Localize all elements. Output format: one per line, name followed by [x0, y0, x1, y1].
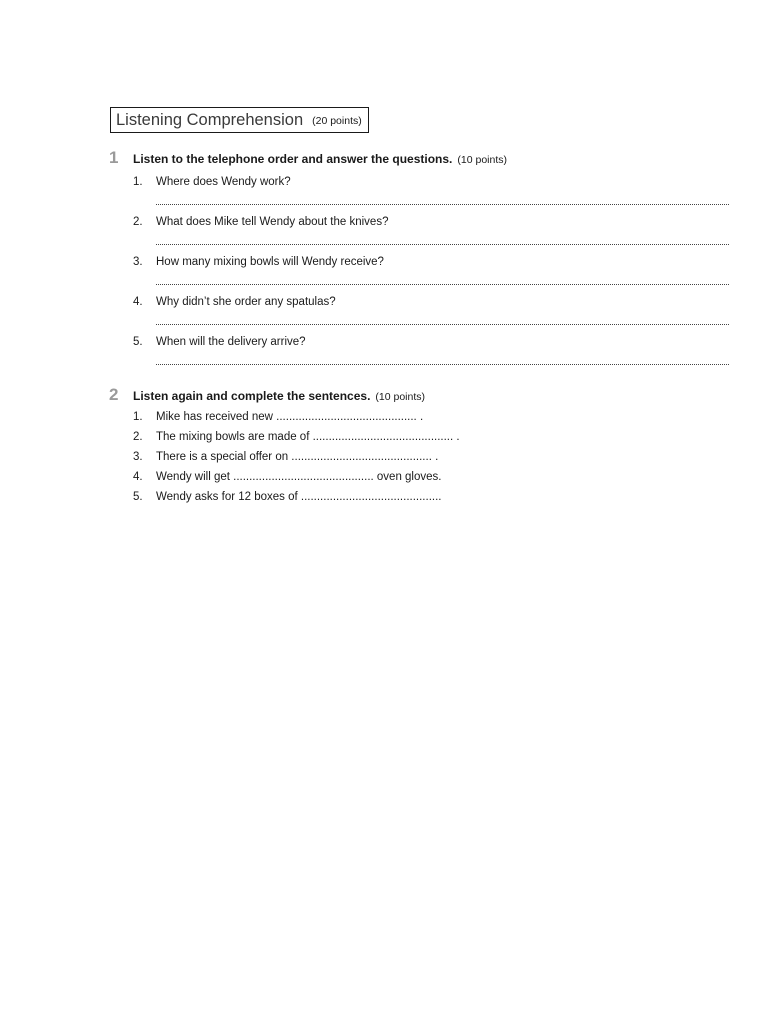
- question-number: 2.: [133, 216, 143, 228]
- instruction-text: Listen to the telephone order and answer the questions.: [133, 152, 453, 166]
- exercise-instruction: [133, 389, 425, 403]
- sentence-text[interactable]: Wendy will get ............................................ oven gloves.: [156, 471, 442, 483]
- sentence-text[interactable]: There is a special offer on ............................................ .: [156, 451, 439, 463]
- question-number: 3.: [133, 256, 143, 268]
- section-title-box: [110, 107, 369, 133]
- sentence-item: [109, 451, 739, 471]
- exercise-1: [109, 148, 739, 376]
- question-item: [109, 256, 739, 296]
- sentence-text[interactable]: The mixing bowls are made of ............................................ .: [156, 431, 460, 443]
- answer-line[interactable]: [156, 310, 729, 325]
- page-title: Listening Comprehension: [116, 110, 304, 129]
- question-item: [109, 216, 739, 256]
- exercise-points: (10 points): [375, 391, 426, 403]
- answer-line[interactable]: [156, 350, 729, 365]
- question-text: Why didn’t she order any spatulas?: [156, 296, 336, 308]
- sentence-text[interactable]: Mike has received new ............................................ .: [156, 411, 424, 423]
- question-number: 4.: [133, 296, 143, 308]
- instruction-text: Listen again and complete the sentences.: [133, 389, 371, 403]
- question-item: [109, 336, 739, 376]
- sentence-number: 3.: [133, 451, 143, 463]
- exercise-1-header: [109, 148, 739, 172]
- question-item: [109, 176, 739, 216]
- exercise-number: 1: [109, 148, 119, 167]
- sentence-text[interactable]: Wendy asks for 12 boxes of ............................................: [156, 491, 442, 503]
- question-item: [109, 296, 739, 336]
- question-text: Where does Wendy work?: [156, 176, 291, 188]
- sentence-number: 5.: [133, 491, 143, 503]
- sentence-item: [109, 471, 739, 491]
- question-text: What does Mike tell Wendy about the knives?: [156, 216, 389, 228]
- exercise-instruction: [133, 152, 507, 166]
- sentence-number: 2.: [133, 431, 143, 443]
- sentence-number: 4.: [133, 471, 143, 483]
- question-text: How many mixing bowls will Wendy receive?: [156, 256, 384, 268]
- sentence-item: [109, 411, 739, 431]
- title-points: (20 points): [312, 115, 362, 127]
- answer-line[interactable]: [156, 270, 729, 285]
- question-number: 1.: [133, 176, 143, 188]
- exercise-number: 2: [109, 385, 119, 404]
- question-number: 5.: [133, 336, 143, 348]
- exercise-points: (10 points): [457, 154, 507, 166]
- sentence-number: 1.: [133, 411, 143, 423]
- exercise-2-header: [109, 385, 739, 409]
- exercise-2: [109, 385, 739, 511]
- question-text: When will the delivery arrive?: [156, 336, 306, 348]
- answer-line[interactable]: [156, 190, 729, 205]
- answer-line[interactable]: [156, 230, 729, 245]
- sentence-item: [109, 491, 739, 511]
- sentence-item: [109, 431, 739, 451]
